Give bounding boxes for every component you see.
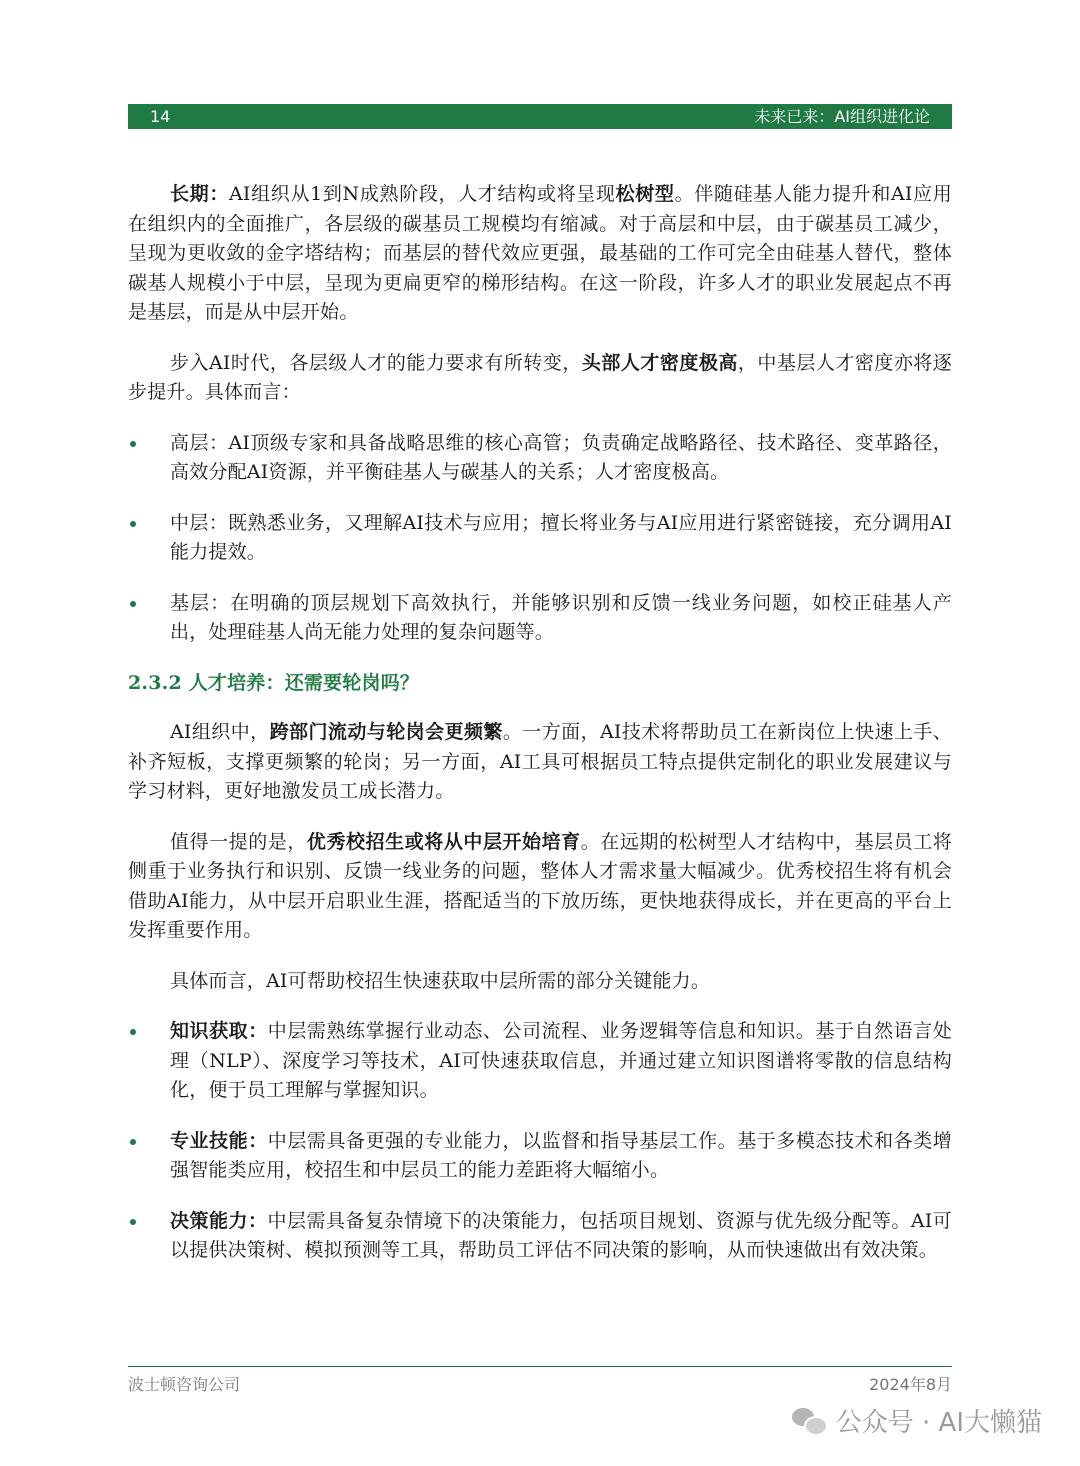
footer: [128, 1372, 952, 1395]
paragraph-long-term: 长期：AI组织从1到N成熟阶段，人才结构或将呈现松树型。伴随硅基人能力提升和AI应用在组织内的全面推广，各层级的碳基员工规模均有缩减。对于高层和中层，由于碳基员工减少，呈现为更收敛的金字塔结构；而基层的替代效应更强，最基础的工作可完全由硅基人替代，整体碳基人规模小于中层，呈现为更扁更窄的梯形结构。在这一阶段，许多人才的职业发展起点不再是基层，而是从中层开始。: [128, 183, 952, 323]
list-item: 专业技能：中层需具备更强的专业能力，以监督和指导基层工作。基于多模态技术和各类增强智能类应用，校招生和中层员工的能力差距将大幅缩小。: [128, 1127, 952, 1186]
footer-divider: [128, 1366, 952, 1367]
bullet-icon: [130, 441, 136, 447]
bullet-list-capabilities: [128, 1017, 952, 1266]
bullet-icon: [130, 521, 136, 527]
bullet-icon: [130, 1029, 136, 1035]
lead-label: 知识获取：: [170, 1020, 268, 1042]
list-item: 决策能力：中层需具备复杂情境下的决策能力，包括项目规划、资源与优先级分配等。AI可以提供决策树、模拟预测等工具，帮助员工评估不同决策的影响，从而快速做出有效决策。: [128, 1207, 952, 1266]
header-bar: [128, 104, 952, 129]
section-heading: 2.3.2 人才培养：还需要轮岗吗？: [128, 671, 420, 694]
list-item: 基层：在明确的顶层规划下高效执行，并能够识别和反馈一线业务问题，如校正硅基人产出，处理硅基人尚无能力处理的复杂问题等。: [128, 589, 952, 648]
lead-label: 决策能力：: [170, 1209, 268, 1232]
paragraph-graduates: 值得一提的是，优秀校招生或将从中层开始培育。在远期的松树型人才结构中，基层员工将侧重于业务执行和识别、反馈一线业务的问题，整体人才需求量大幅减少。优秀校招生将有机会借助AI能力，从中层开启职业生涯，搭配适当的下放历练，更快地获得成长，并在更高的平台上发挥重要作用。: [128, 830, 952, 941]
paragraph-rotation: AI组织中，跨部门流动与轮岗会更频繁。一方面，AI技术将帮助员工在新岗位上快速上手、补齐短板，支撑更频繁的轮岗；另一方面，AI工具可根据员工特点提供定制化的职业发展建议与学习材料，更好地激发员工成长潜力。: [128, 721, 953, 802]
list-item: 知识获取：中层需熟练掌握行业动态、公司流程、业务逻辑等信息和知识。基于自然语言处理（NLP）、深度学习等技术，AI可快速获取信息，并通过建立知识图谱将零散的信息结构化，便于员工理解与掌握知识。: [128, 1017, 952, 1106]
bullet-icon: [130, 1139, 136, 1145]
document-title: 未来已来：AI组织进化论: [754, 107, 930, 126]
bullet-icon: [130, 1219, 136, 1225]
footer-date: 2024年8月: [869, 1375, 952, 1394]
bullet-list-levels: [128, 429, 952, 648]
list-item: 中层：既熟悉业务，又理解AI技术与应用；擅长将业务与AI应用进行紧密链接，充分调用AI能力提效。: [128, 509, 952, 568]
lead-label: 专业技能：: [170, 1129, 268, 1152]
emphasis: 松树型: [615, 183, 675, 205]
watermark: [792, 1402, 1042, 1439]
list-item: 高层：AI顶级专家和具备战略思维的核心高管；负责确定战略路径、技术路径、变革路径，高效分配AI资源，并平衡硅基人与碳基人的关系；人才密度极高。: [128, 429, 952, 488]
paragraph-ai-era: 步入AI时代，各层级人才的能力要求有所转变，头部人才密度极高，中基层人才密度亦将逐步提升。具体而言：: [128, 351, 953, 403]
watermark-text: 公众号 · AI大懒猫: [835, 1408, 1042, 1438]
emphasis: 优秀校招生或将从中层开始培育: [306, 830, 581, 853]
lead-label: 长期：: [170, 183, 230, 205]
bullet-icon: [130, 601, 136, 607]
emphasis: 跨部门流动与轮岗会更频繁: [269, 721, 503, 743]
emphasis: 头部人才密度极高: [581, 351, 738, 374]
page-content: [128, 180, 952, 1287]
wechat-icon: [792, 1406, 826, 1436]
paragraph-specifics: 具体而言，AI可帮助校招生快速获取中层所需的部分关键能力。: [170, 969, 711, 992]
page-number: 14: [150, 107, 171, 126]
footer-company: 波士顿咨询公司: [128, 1375, 241, 1394]
